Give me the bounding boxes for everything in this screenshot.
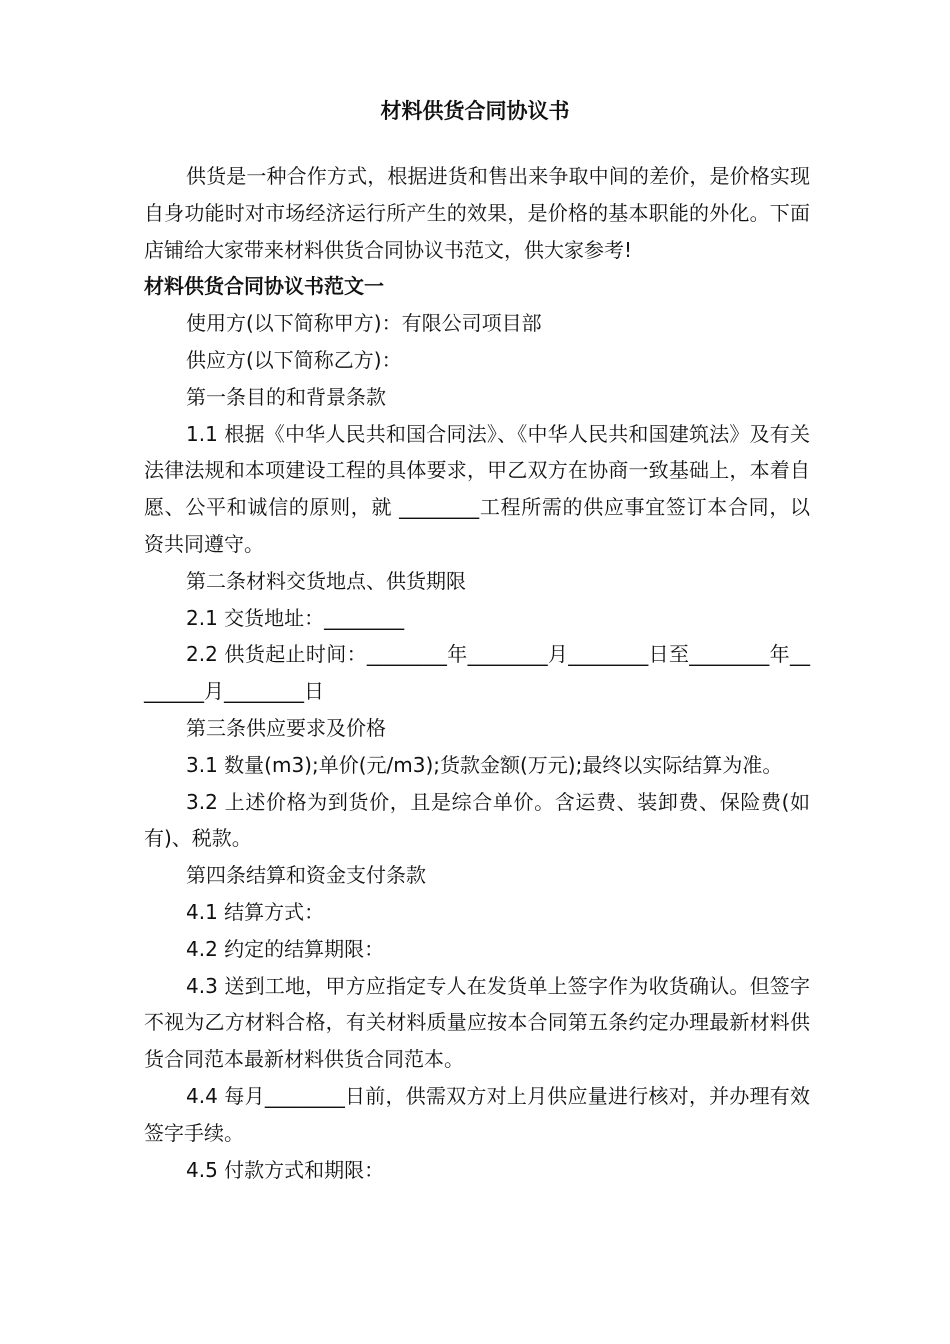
party-b-line: 供应方(以下简称乙方)： [186,347,402,372]
clause-2-1: 2.1 交货地址：________ [186,605,405,630]
clause-2-2: 2.2 供货起止时间：________年________月________日至________年________月________日 [144,642,810,704]
clause-4-2: 4.2 约定的结算期限： [186,936,385,961]
clause-4-1: 4.1 结算方式： [186,899,325,924]
article-3-heading: 第三条供应要求及价格 [186,715,386,740]
intro-paragraph: 供货是一种合作方式，根据进货和售出来争取中间的差价，是价格实现自身功能时对市场经济运行所产生的效果，是价格的基本职能的外化。下面店铺给大家带来材料供货合同协议书范文，供大家参考! [144,164,810,262]
section-heading: 材料供货合同协议书范文一 [144,274,384,299]
clause-4-4: 4.4 每月________日前，供需双方对上月供应量进行核对，并办理有效签字手续。 [144,1083,810,1145]
article-1-heading: 第一条目的和背景条款 [186,384,386,409]
document-title: 材料供货合同协议书 [380,99,570,123]
clause-4-5: 4.5 付款方式和期限： [186,1157,385,1182]
clause-1-1: 1.1 根据《中华人民共和国合同法》、《中华人民共和国建筑法》及有关法律法规和本项建设工程的具体要求，甲乙双方在协商一致基础上，本着自愿、公平和诚信的原则，就 ________工程所需的供应事宜签订本合同，以资共同遵守。 [144,421,810,556]
clause-4-3: 4.3 送到工地，甲方应指定专人在发货单上签字作为收货确认。但签字不视为乙方材料合格，有关材料质量应按本合同第五条约定办理最新材料供货合同范本最新材料供货合同范本。 [144,973,810,1072]
party-a-line: 使用方(以下简称甲方)：有限公司项目部 [186,311,542,336]
clause-3-1: 3.1 数量(m3);单价(元/m3);货款金额(万元);最终以实际结算为准。 [186,752,783,777]
clause-3-2: 3.2 上述价格为到货价，且是综合单价。含运费、装卸费、保险费(如有)、税款。 [144,789,810,851]
document-body [144,158,810,1188]
article-4-heading: 第四条结算和资金支付条款 [186,863,426,888]
article-2-heading: 第二条材料交货地点、供货期限 [186,568,466,593]
